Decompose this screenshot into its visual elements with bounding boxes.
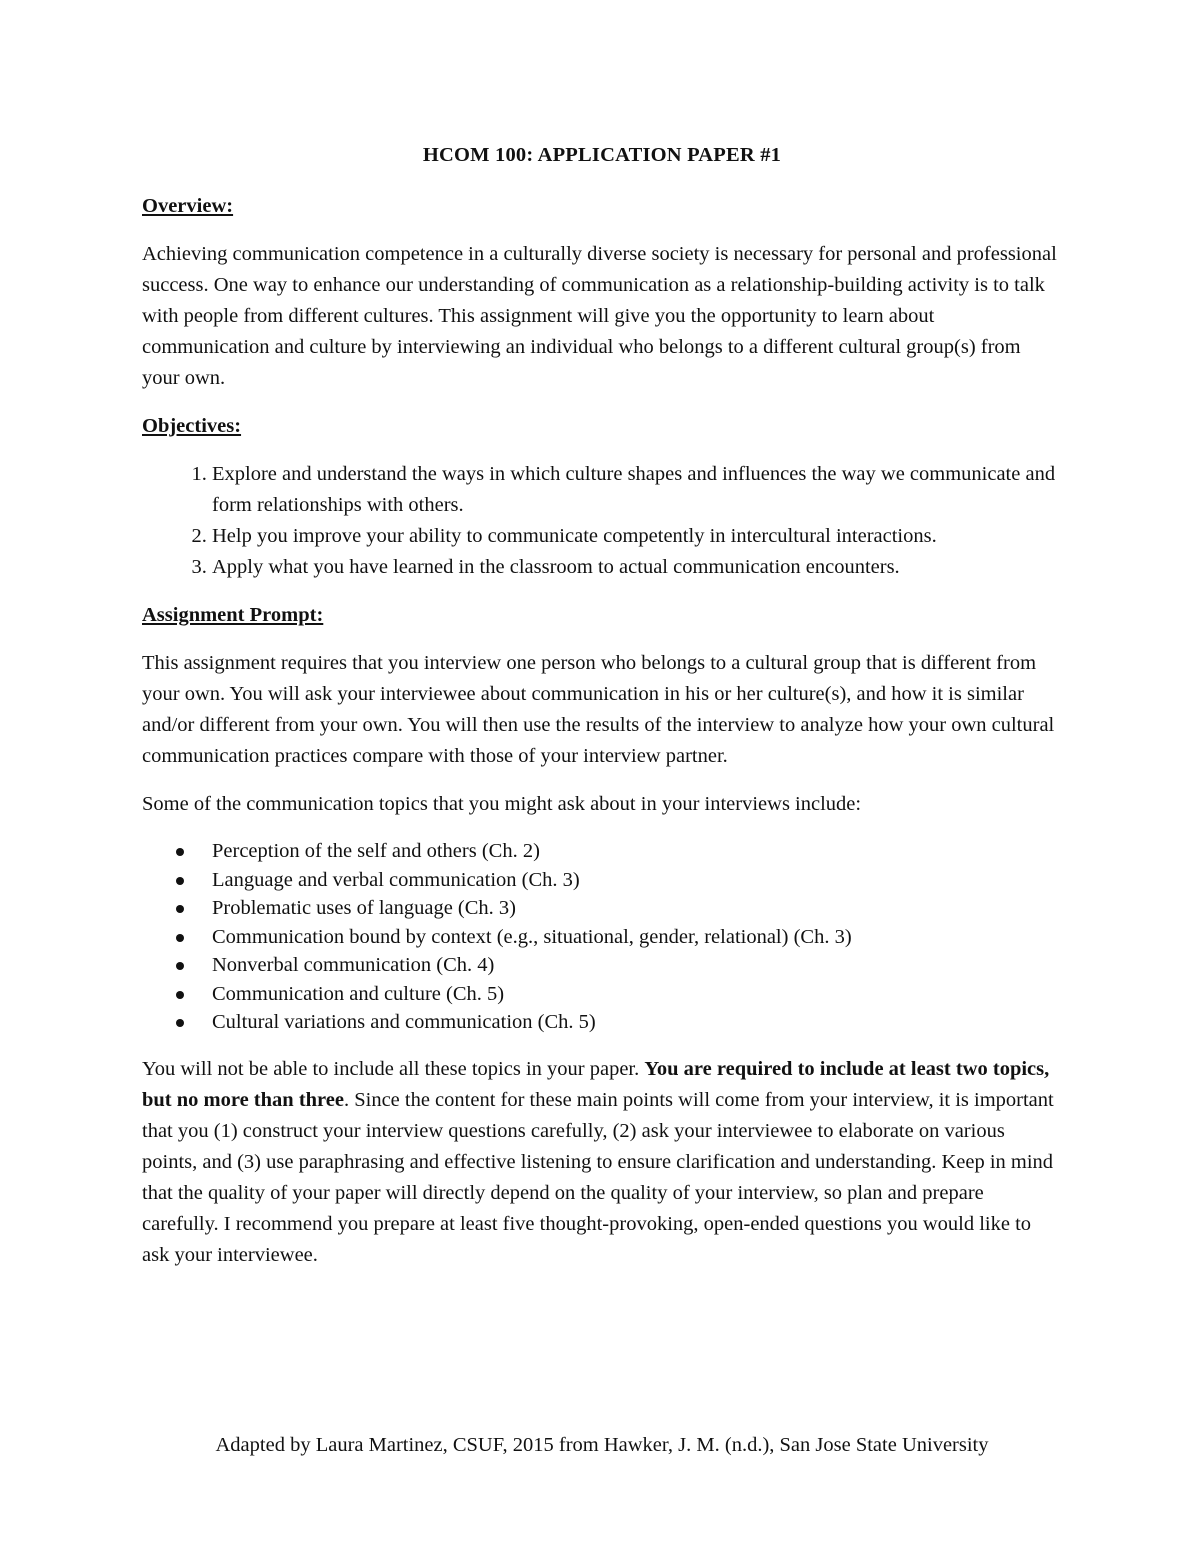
topic-item xyxy=(212,923,1062,952)
topic-text: Communication and culture (Ch. 5) xyxy=(212,982,505,1005)
topic-text: Communication bound by context (e.g., situational, gender, relational) (Ch. 3) xyxy=(212,925,852,948)
topic-item xyxy=(212,866,1062,895)
bullet-icon xyxy=(176,877,184,885)
topic-item xyxy=(212,1008,1062,1037)
bullet-icon xyxy=(176,1019,184,1027)
objective-item: 1. Explore and understand the ways in which culture shapes and influences the way we communicate and form relationships with others. xyxy=(212,459,1062,521)
objectives-heading: Objectives: xyxy=(142,415,242,437)
topic-text: Nonverbal communication (Ch. 4) xyxy=(212,954,495,976)
topic-item xyxy=(212,951,1062,980)
requirements-bold-text: You are required to include at least two topics, but no more than three xyxy=(142,1057,1050,1111)
document-footer: Adapted by Laura Martinez, CSUF, 2015 from Hawker, J. M. (n.d.), San Jose State University xyxy=(215,1434,989,1456)
topics-intro: Some of the communication topics that you might ask about in your interviews include: xyxy=(142,793,862,815)
topic-text: Perception of the self and others (Ch. 2) xyxy=(212,840,540,862)
bullet-icon xyxy=(176,848,184,856)
bullet-icon xyxy=(176,934,184,942)
bullet-icon xyxy=(176,991,184,999)
prompt-paragraph: This assignment requires that you interview one person who belongs to a cultural group that is different from your own. You will ask your interviewee about communication in his or her culture(s), and how it is similar and/or different from your own. You will then use the results of the interview to analyze how your own cultural communication practices compare with those of your interview partner. xyxy=(142,652,1055,767)
assignment-prompt-heading: Assignment Prompt: xyxy=(142,604,324,626)
requirements-text-end: . Since the content for these main points will come from your interview, it is important that you (1) construct your interview questions carefully, (2) ask your interviewee to elaborate on various points, and (3) use paraphrasing and effective listening to ensure clarification and understanding. Keep in mind that the quality of your paper will directly depend on the quality of your interview, so plan and prepare carefully. I recommend you prepare at least five thought-provoking, open-ended questions you would like to ask your interviewee. xyxy=(142,1088,1054,1266)
document-title: HCOM 100: APPLICATION PAPER #1 xyxy=(422,144,782,166)
topic-text: Problematic uses of language (Ch. 3) xyxy=(212,897,517,919)
topic-item xyxy=(212,894,1062,923)
objectives-list xyxy=(142,459,1062,583)
topic-text: Language and verbal communication (Ch. 3) xyxy=(212,868,580,891)
overview-paragraph: Achieving communication competence in a culturally diverse society is necessary for personal and professional success. One way to enhance our understanding of communication as a relationship-building activity is to talk with people from different cultures. This assignment will give you the opportunity to learn about communication and culture by interviewing an individual who belongs to a different cultural group(s) from your own. xyxy=(142,243,1057,389)
requirements-text-start: You will not be able to include all these topics in your paper. xyxy=(142,1057,645,1080)
overview-heading: Overview: xyxy=(142,195,234,217)
topic-item xyxy=(212,980,1062,1009)
objective-item: 2. Help you improve your ability to communicate competently in intercultural interactions. xyxy=(212,521,1062,552)
requirements-paragraph xyxy=(142,1054,1062,1271)
bullet-icon xyxy=(176,962,184,970)
topics-list xyxy=(142,837,1062,1037)
bullet-icon xyxy=(176,905,184,913)
objective-item: 3. Apply what you have learned in the classroom to actual communication encounters. xyxy=(212,552,1062,583)
topic-item xyxy=(212,837,1062,866)
document-body xyxy=(142,140,1062,1288)
topic-text: Cultural variations and communication (Ch. 5) xyxy=(212,1011,596,1033)
